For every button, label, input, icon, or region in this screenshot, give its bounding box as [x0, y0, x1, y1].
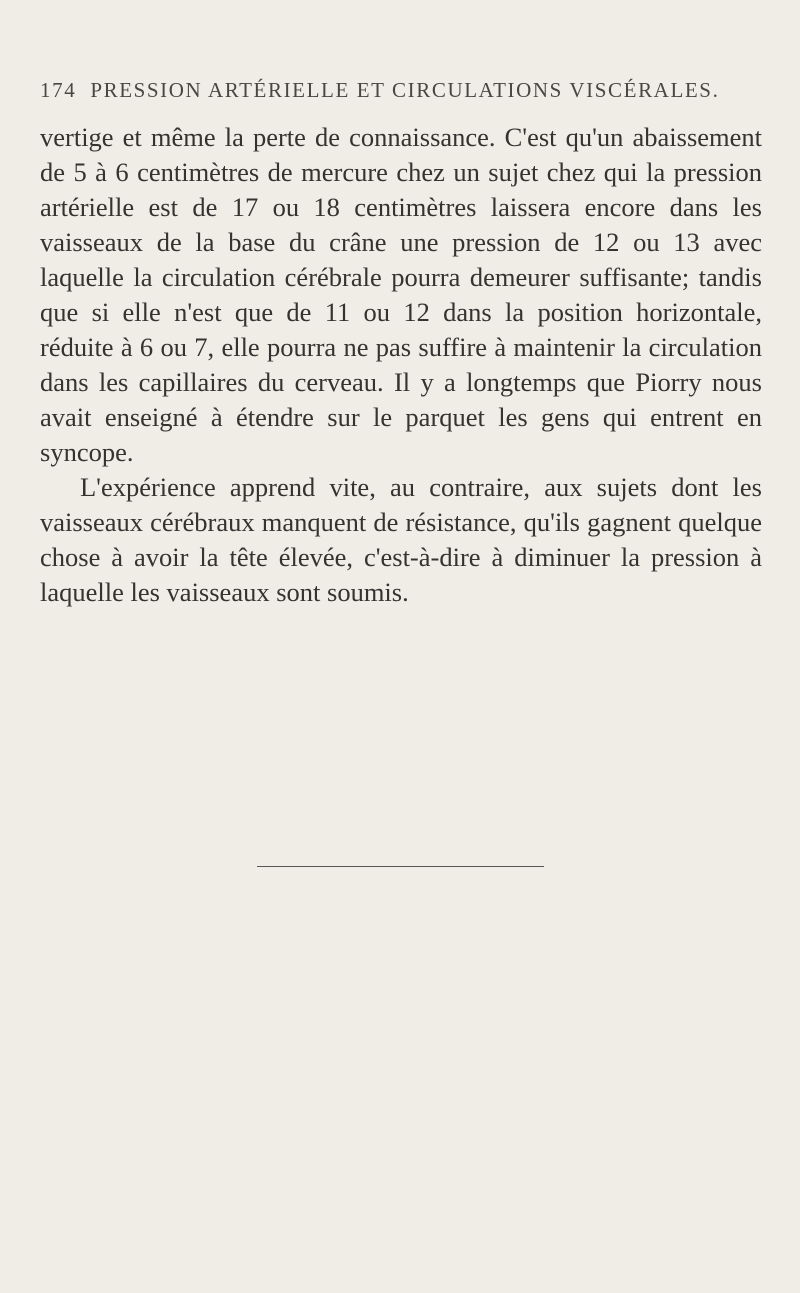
paragraph-1: vertige et même la perte de connaissance. C'est qu'un abaissement de 5 à 6 centimètres de mercure chez un sujet chez qui la pression artérielle est de 17 ou 18 centimètres laissera encore dans les vaisseaux de la base du crâne une pression de 12 ou 13 avec laquelle la circulation cérébrale pourra demeurer suffisante; tandis que si elle n'est que de 11 ou 12 dans la position horizontale, réduite à 6 ou 7, elle pourra ne pas suffire à maintenir la circulation dans les capillaires du cerveau. Il y a longtemps que Piorry nous avait enseigné à étendre sur le parquet les gens qui entrent en syncope.: [40, 122, 762, 467]
section-divider: [257, 866, 544, 867]
body-text: [40, 120, 762, 610]
page-number: 174: [40, 78, 77, 102]
running-header: [40, 78, 760, 108]
running-title: PRESSION ARTÉRIELLE ET CIRCULATIONS VISCÉRALES.: [90, 78, 720, 102]
paragraph-2: L'expérience apprend vite, au contraire, aux sujets dont les vaisseaux cérébraux manquent de résistance, qu'ils gagnent quelque chose à avoir la tête élevée, c'est-à-dire à diminuer la pression à laquelle les vaisseaux sont soumis.: [40, 472, 762, 607]
